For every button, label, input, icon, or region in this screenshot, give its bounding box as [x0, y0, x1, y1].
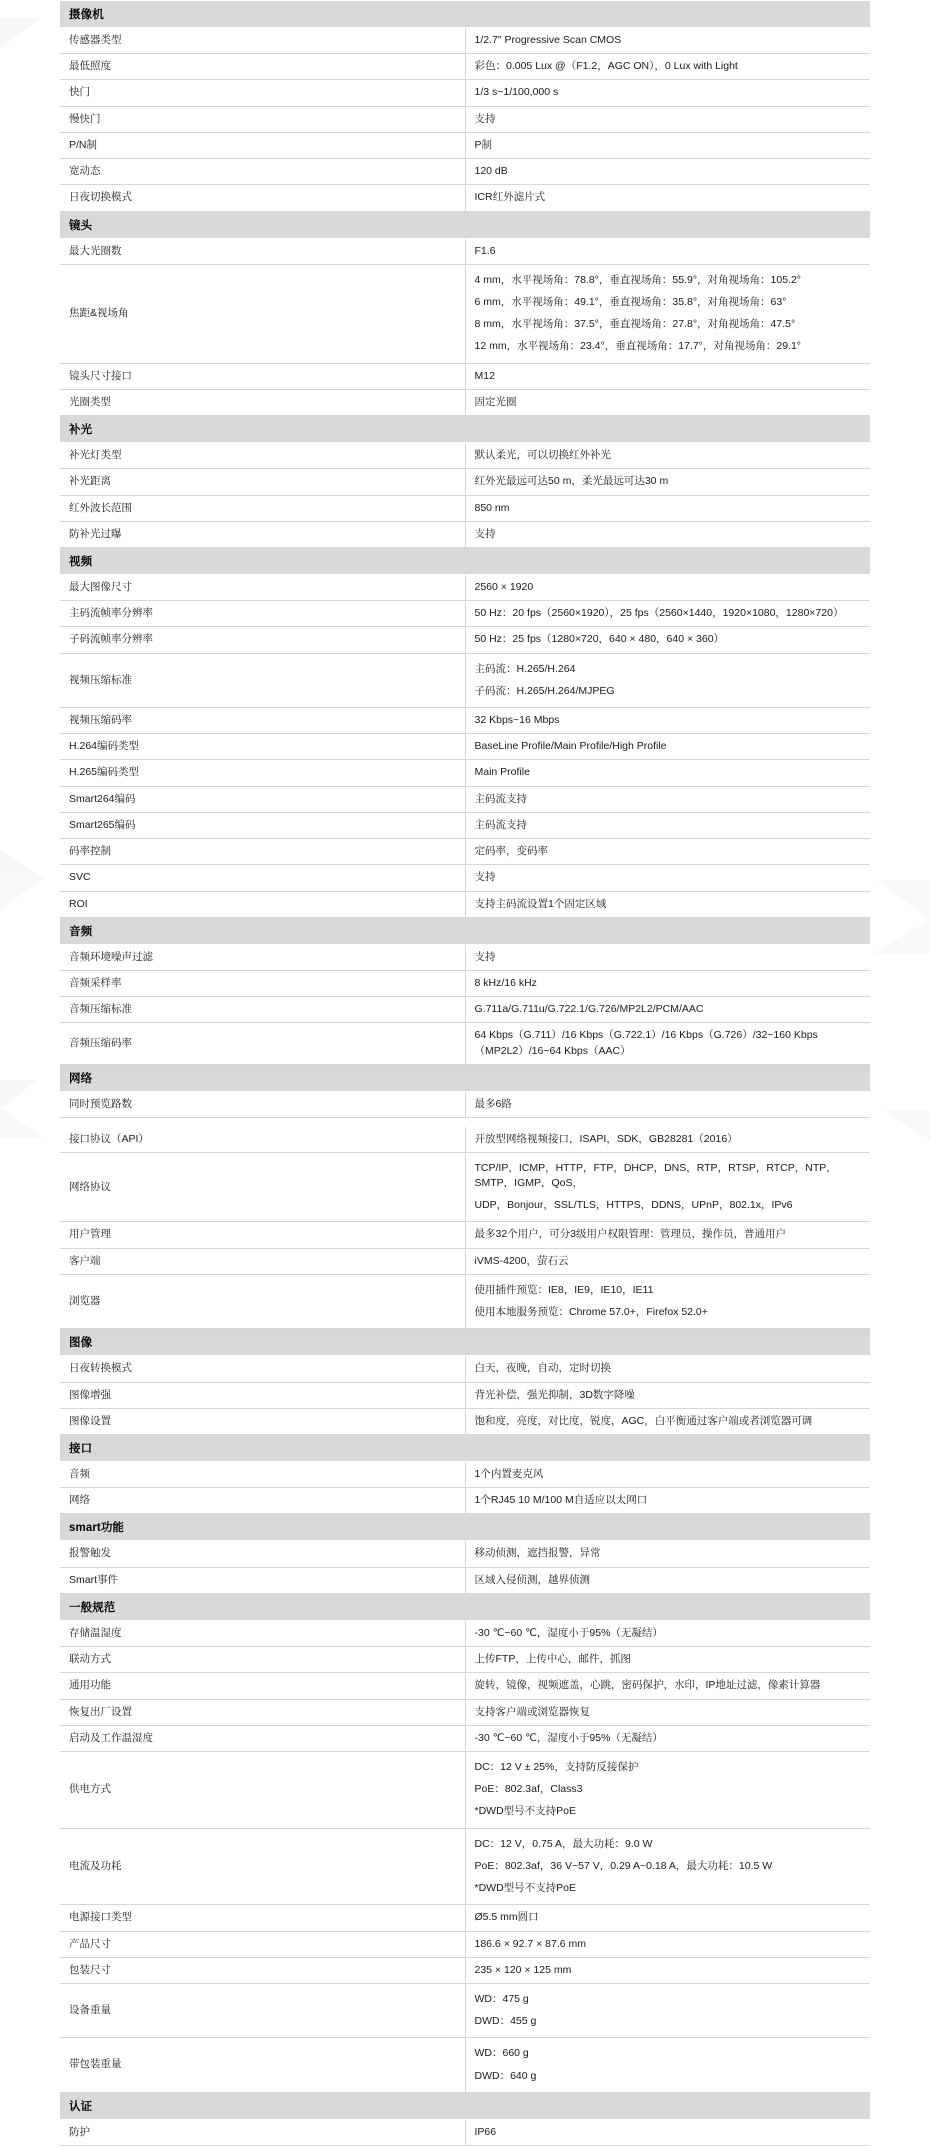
spec-row [60, 601, 870, 627]
spec-value [465, 1408, 870, 1434]
section-header-row [60, 416, 870, 443]
spec-key: 防补光过曝 [60, 521, 465, 547]
spec-value [465, 159, 870, 185]
specification-table-body [60, 1, 870, 2146]
spec-value-line: BaseLine Profile/Main Profile/High Profile [474, 740, 667, 753]
spec-value [465, 997, 870, 1023]
section-title: 视频 [60, 547, 870, 574]
spec-value [465, 1222, 870, 1248]
spec-value [465, 1620, 870, 1646]
section-title: 认证 [60, 2092, 870, 2119]
section-header-row [60, 1593, 870, 1620]
spec-key: 启动及工作温湿度 [60, 1725, 465, 1751]
spec-row [60, 1751, 870, 1828]
spec-row [60, 865, 870, 891]
spec-value [465, 944, 870, 970]
spec-value [465, 1673, 870, 1699]
spec-value-line: 4 mm，水平视场角：78.8°，垂直视场角：55.9°，对角视场角：105.2° [474, 273, 801, 286]
spec-value [465, 1567, 870, 1593]
spec-row [60, 2119, 870, 2145]
spec-value-line: WD：475 g [474, 1992, 529, 2005]
spec-value-line: DWD：455 g [474, 2015, 537, 2028]
spec-key: 音频环境噪声过滤 [60, 944, 465, 970]
spec-value-line: *DWD型号不支持PoE [474, 1805, 577, 1818]
spec-key: 通用功能 [60, 1673, 465, 1699]
spec-value-line: 支持 [474, 527, 496, 540]
spec-value-line: 32 Kbps~16 Mbps [474, 714, 560, 727]
spec-row [60, 1647, 870, 1673]
spec-value-line: 白天，夜晚，自动，定时切换 [474, 1362, 611, 1375]
section-header-row [60, 2092, 870, 2119]
row-gap-spacer-cell [60, 1118, 870, 1127]
spec-value [465, 1725, 870, 1751]
spec-row [60, 971, 870, 997]
spec-value [465, 812, 870, 838]
spec-row [60, 28, 870, 54]
spec-value [465, 1091, 870, 1117]
spec-value [465, 28, 870, 54]
spec-key: 用户管理 [60, 1222, 465, 1248]
spec-value [465, 1274, 870, 1328]
spec-value [465, 1699, 870, 1725]
spec-row [60, 1983, 870, 2037]
spec-key: SVC [60, 865, 465, 891]
spec-key: Smart265编码 [60, 812, 465, 838]
spec-row [60, 1222, 870, 1248]
section-header-row [60, 1435, 870, 1462]
spec-key: 主码流帧率分辨率 [60, 601, 465, 627]
spec-value-line: 235 × 120 × 125 mm [474, 1963, 572, 1976]
section-title: 摄像机 [60, 1, 870, 28]
spec-value [465, 1488, 870, 1514]
spec-row [60, 1905, 870, 1931]
spec-row [60, 54, 870, 80]
spec-value [465, 1828, 870, 1905]
spec-value [465, 865, 870, 891]
spec-value-line: iVMS-4200，萤石云 [474, 1254, 569, 1267]
spec-value [465, 2119, 870, 2145]
spec-key: 产品尺寸 [60, 1931, 465, 1957]
spec-key: ROI [60, 891, 465, 917]
section-header-row [60, 1064, 870, 1091]
spec-key: 光圈类型 [60, 389, 465, 415]
spec-value-line: 彩色：0.005 Lux @（F1.2，AGC ON），0 Lux with Light [474, 60, 738, 73]
spec-value-line: 50 Hz：25 fps（1280×720，640 × 480，640 × 360） [474, 633, 725, 646]
spec-value-line: 850 nm [474, 501, 510, 514]
section-title: 网络 [60, 1064, 870, 1091]
spec-value-line: UDP，Bonjour，SSL/TLS，HTTPS，DDNS，UPnP，802.1x，IPv6 [474, 1199, 793, 1212]
spec-value [465, 574, 870, 600]
spec-row [60, 1462, 870, 1488]
spec-row [60, 891, 870, 917]
spec-value-line: 1个内置麦克风 [474, 1468, 544, 1480]
spec-value [465, 1356, 870, 1382]
section-header-row [60, 547, 870, 574]
spec-value [465, 708, 870, 734]
spec-row [60, 1274, 870, 1328]
spec-value-line: 固定光圈 [474, 395, 517, 408]
spec-key: H.264编码类型 [60, 734, 465, 760]
spec-value-line: DC：12 V ± 25%，支持防反接保护 [474, 1760, 639, 1773]
spec-row [60, 1488, 870, 1514]
spec-row [60, 185, 870, 211]
spec-value-line: 默认柔光，可以切换红外补光 [474, 449, 611, 462]
spec-value [465, 1462, 870, 1488]
spec-row [60, 1541, 870, 1567]
spec-row [60, 1828, 870, 1905]
spec-key: 音频压缩码率 [60, 1023, 465, 1064]
specification-table [60, 0, 870, 2146]
spec-value-line: DC：12 V，0.75 A，最大功耗：9.0 W [474, 1837, 653, 1850]
section-header-row [60, 1329, 870, 1356]
spec-key: 音频采样率 [60, 971, 465, 997]
spec-key: 视频压缩标准 [60, 653, 465, 707]
spec-value-line: 8 mm，水平视场角：37.5°，垂直视场角：27.8°，对角视场角：47.5° [474, 318, 796, 331]
spec-value [465, 264, 870, 363]
section-header-row [60, 1514, 870, 1541]
spec-row [60, 106, 870, 132]
spec-value [465, 443, 870, 469]
spec-row [60, 627, 870, 653]
section-title: 接口 [60, 1435, 870, 1462]
spec-key: 电流及功耗 [60, 1828, 465, 1905]
spec-value-line: 最多32个用户，可分3级用户权限管理：管理员，操作员，普通用户 [474, 1228, 787, 1241]
spec-row [60, 264, 870, 363]
spec-key: 红外波长范围 [60, 495, 465, 521]
spec-row [60, 1408, 870, 1434]
spec-key: 包装尺寸 [60, 1957, 465, 1983]
spec-key: 设备重量 [60, 1983, 465, 2037]
spec-value [465, 1983, 870, 2037]
spec-value-line: *DWD型号不支持PoE [474, 1882, 577, 1895]
spec-row [60, 574, 870, 600]
spec-value-line: Main Profile [474, 766, 530, 779]
spec-value-line: 最多6路 [474, 1097, 512, 1110]
spec-key: H.265编码类型 [60, 760, 465, 786]
spec-value [465, 1905, 870, 1931]
spec-value [465, 132, 870, 158]
spec-row [60, 1152, 870, 1222]
spec-value-line: 区域入侵侦测，越界侦测 [474, 1573, 590, 1586]
spec-key: 传感器类型 [60, 28, 465, 54]
spec-value-line: 12 mm，水平视场角：23.4°，垂直视场角：17.7°，对角视场角：29.1° [474, 340, 801, 353]
spec-key: 防护 [60, 2119, 465, 2145]
spec-row [60, 1091, 870, 1117]
spec-row [60, 1673, 870, 1699]
spec-row [60, 1127, 870, 1153]
spec-value-line: 主码流：H.265/H.264 [474, 662, 576, 675]
spec-value-line: Ø5.5 mm圆口 [474, 1911, 539, 1924]
spec-value-line: PoE：802.3af，Class3 [474, 1783, 583, 1796]
spec-value [465, 1152, 870, 1222]
spec-row [60, 1957, 870, 1983]
spec-key: 客户端 [60, 1248, 465, 1274]
spec-value [465, 971, 870, 997]
spec-value [465, 54, 870, 80]
section-title: 图像 [60, 1329, 870, 1356]
spec-value [465, 1248, 870, 1274]
spec-value [465, 627, 870, 653]
spec-value [465, 521, 870, 547]
spec-value-line: 8 kHz/16 kHz [474, 977, 537, 989]
spec-value-line: 120 dB [474, 165, 508, 178]
spec-row [60, 760, 870, 786]
spec-value-line: ICR红外滤片式 [474, 191, 546, 204]
spec-key: 最大图像尺寸 [60, 574, 465, 600]
spec-row [60, 495, 870, 521]
spec-key: Smart264编码 [60, 786, 465, 812]
spec-key: 慢快门 [60, 106, 465, 132]
spec-value [465, 495, 870, 521]
spec-key: 网络协议 [60, 1152, 465, 1222]
spec-key: 联动方式 [60, 1647, 465, 1673]
spec-value [465, 1023, 870, 1064]
spec-key: 同时预览路数 [60, 1091, 465, 1117]
spec-key: 宽动态 [60, 159, 465, 185]
spec-key: 补光距离 [60, 469, 465, 495]
spec-value-line: 移动侦测，遮挡报警，异常 [474, 1547, 601, 1560]
spec-value [465, 80, 870, 106]
spec-key: 最低照度 [60, 54, 465, 80]
spec-row [60, 734, 870, 760]
spec-value-line: 6 mm，水平视场角：49.1°，垂直视场角：35.8°，对角视场角：63° [474, 295, 787, 308]
spec-value [465, 1541, 870, 1567]
spec-key: 码率控制 [60, 839, 465, 865]
spec-value [465, 1382, 870, 1408]
spec-row [60, 839, 870, 865]
row-gap-spacer [60, 1118, 870, 1127]
spec-key: 存储温湿度 [60, 1620, 465, 1646]
spec-key: 恢复出厂设置 [60, 1699, 465, 1725]
spec-key: 浏览器 [60, 1274, 465, 1328]
spec-value-line: M12 [474, 369, 495, 382]
spec-value [465, 1957, 870, 1983]
spec-key: 报警触发 [60, 1541, 465, 1567]
spec-value-line: 主码流支持 [474, 818, 527, 831]
spec-key: 音频压缩标准 [60, 997, 465, 1023]
spec-value-line: 子码流：H.265/H.264/MJPEG [474, 684, 615, 697]
spec-value [465, 1751, 870, 1828]
spec-value [465, 238, 870, 264]
spec-key: 供电方式 [60, 1751, 465, 1828]
spec-row [60, 944, 870, 970]
spec-value [465, 653, 870, 707]
spec-value [465, 106, 870, 132]
spec-row [60, 1023, 870, 1064]
spec-key: 图像设置 [60, 1408, 465, 1434]
spec-value-line: IP66 [474, 2125, 497, 2138]
spec-key: 接口协议（API） [60, 1127, 465, 1153]
spec-value-line: 饱和度，亮度，对比度，锐度，AGC，白平衡通过客户端或者浏览器可调 [474, 1414, 813, 1427]
spec-value [465, 2038, 870, 2092]
spec-value-line: 使用插件预览：IE8，IE9，IE10，IE11 [474, 1283, 654, 1296]
spec-value-line: G.711a/G.711u/G.722.1/G.726/MP2L2/PCM/AAC [474, 1003, 704, 1016]
spec-value [465, 601, 870, 627]
spec-value-line: 使用本地服务预览：Chrome 57.0+，Firefox 52.0+ [474, 1306, 708, 1319]
spec-value [465, 891, 870, 917]
spec-value-line: 主码流支持 [474, 792, 527, 805]
spec-row [60, 1567, 870, 1593]
spec-value-line: 1/3 s~1/100,000 s [474, 86, 559, 99]
spec-value-line: -30 ℃~60 ℃，湿度小于95%（无凝结） [474, 1626, 663, 1639]
spec-value-line: F1.6 [474, 244, 496, 257]
spec-key: 视频压缩码率 [60, 708, 465, 734]
spec-row [60, 521, 870, 547]
spec-key: 子码流帧率分辨率 [60, 627, 465, 653]
spec-value-line: 支持客户端或浏览器恢复 [474, 1705, 590, 1718]
spec-value [465, 1127, 870, 1153]
spec-value-line: PoE：802.3af，36 V~57 V，0.29 A~0.18 A，最大功耗：10.5 W [474, 1859, 773, 1872]
spec-row [60, 132, 870, 158]
section-title: 音频 [60, 917, 870, 944]
spec-row [60, 2038, 870, 2092]
spec-value [465, 363, 870, 389]
spec-key: 图像增强 [60, 1382, 465, 1408]
spec-value [465, 185, 870, 211]
section-header-row [60, 1, 870, 28]
section-title: 镜头 [60, 211, 870, 238]
spec-value [465, 1931, 870, 1957]
spec-key: 补光灯类型 [60, 443, 465, 469]
spec-row [60, 1248, 870, 1274]
spec-key: 最大光圈数 [60, 238, 465, 264]
section-title: smart功能 [60, 1514, 870, 1541]
spec-key: 网络 [60, 1488, 465, 1514]
spec-row [60, 238, 870, 264]
spec-value-line: WD：660 g [474, 2047, 529, 2060]
spec-row [60, 80, 870, 106]
spec-key: 镜头尺寸接口 [60, 363, 465, 389]
spec-value-line: 2560 × 1920 [474, 580, 534, 593]
spec-value-line: 旋转，镜像，视频遮盖，心跳，密码保护，水印，IP地址过滤，像素计算器 [474, 1679, 821, 1692]
spec-row [60, 1725, 870, 1751]
spec-value-line: 支持 [474, 112, 496, 125]
spec-key: 电源接口类型 [60, 1905, 465, 1931]
spec-value-line: 开放型网络视频接口，ISAPI，SDK，GB28281（2016） [474, 1132, 738, 1145]
spec-row [60, 997, 870, 1023]
spec-value-line: DWD：640 g [474, 2069, 537, 2082]
spec-row [60, 469, 870, 495]
spec-value-line: P制 [474, 138, 493, 151]
spec-key: 日夜转换模式 [60, 1356, 465, 1382]
spec-row [60, 159, 870, 185]
spec-value-line: 支持 [474, 871, 496, 884]
spec-value [465, 760, 870, 786]
spec-row [60, 786, 870, 812]
spec-key: 日夜切换模式 [60, 185, 465, 211]
spec-row [60, 443, 870, 469]
spec-value-line: 支持主码流设置1个固定区域 [474, 897, 607, 910]
spec-value-line: 64 Kbps（G.711）/16 Kbps（G.722.1）/16 Kbps（G.726）/32~160 Kbps（MP2L2）/16~64 Kbps（AAC） [474, 1029, 818, 1057]
section-title: 补光 [60, 416, 870, 443]
spec-row [60, 1699, 870, 1725]
spec-value-line: 支持 [474, 950, 496, 963]
spec-row [60, 363, 870, 389]
spec-value-line: 1/2.7" Progressive Scan CMOS [474, 34, 622, 46]
section-header-row [60, 211, 870, 238]
spec-value [465, 1647, 870, 1673]
spec-key: 焦距&视场角 [60, 264, 465, 363]
spec-row [60, 708, 870, 734]
spec-value-line: 定码率，变码率 [474, 845, 548, 858]
spec-value [465, 734, 870, 760]
spec-row [60, 1620, 870, 1646]
section-header-row [60, 917, 870, 944]
spec-row [60, 1382, 870, 1408]
spec-key: P/N制 [60, 132, 465, 158]
spec-value-line: 上传FTP，上传中心，邮件，抓图 [474, 1653, 631, 1666]
spec-row [60, 389, 870, 415]
spec-value-line: 186.6 × 92.7 × 87.6 mm [474, 1937, 586, 1950]
spec-row [60, 1356, 870, 1382]
spec-value-line: 背光补偿，强光抑制，3D数字降噪 [474, 1388, 635, 1401]
spec-value-line: -30 ℃~60 ℃，湿度小于95%（无凝结） [474, 1731, 663, 1744]
spec-key: 音频 [60, 1462, 465, 1488]
spec-key: Smart事件 [60, 1567, 465, 1593]
spec-value-line: 1个RJ45 10 M/100 M自适应以太网口 [474, 1494, 648, 1507]
spec-row [60, 812, 870, 838]
spec-key: 快门 [60, 80, 465, 106]
spec-key: 带包装重量 [60, 2038, 465, 2092]
spec-value [465, 389, 870, 415]
spec-row [60, 1931, 870, 1957]
spec-value-line: TCP/IP，ICMP，HTTP，FTP，DHCP，DNS，RTP，RTSP，RTCP，NTP，SMTP，IGMP，QoS， [474, 1161, 837, 1190]
spec-row [60, 653, 870, 707]
spec-value [465, 469, 870, 495]
spec-value [465, 786, 870, 812]
spec-value-line: 50 Hz：20 fps（2560×1920），25 fps（2560×1440，1920×1080，1280×720） [474, 607, 844, 620]
section-title: 一般规范 [60, 1593, 870, 1620]
spec-value-line: 红外光最远可达50 m，柔光最远可达30 m [474, 475, 669, 488]
spec-value [465, 839, 870, 865]
